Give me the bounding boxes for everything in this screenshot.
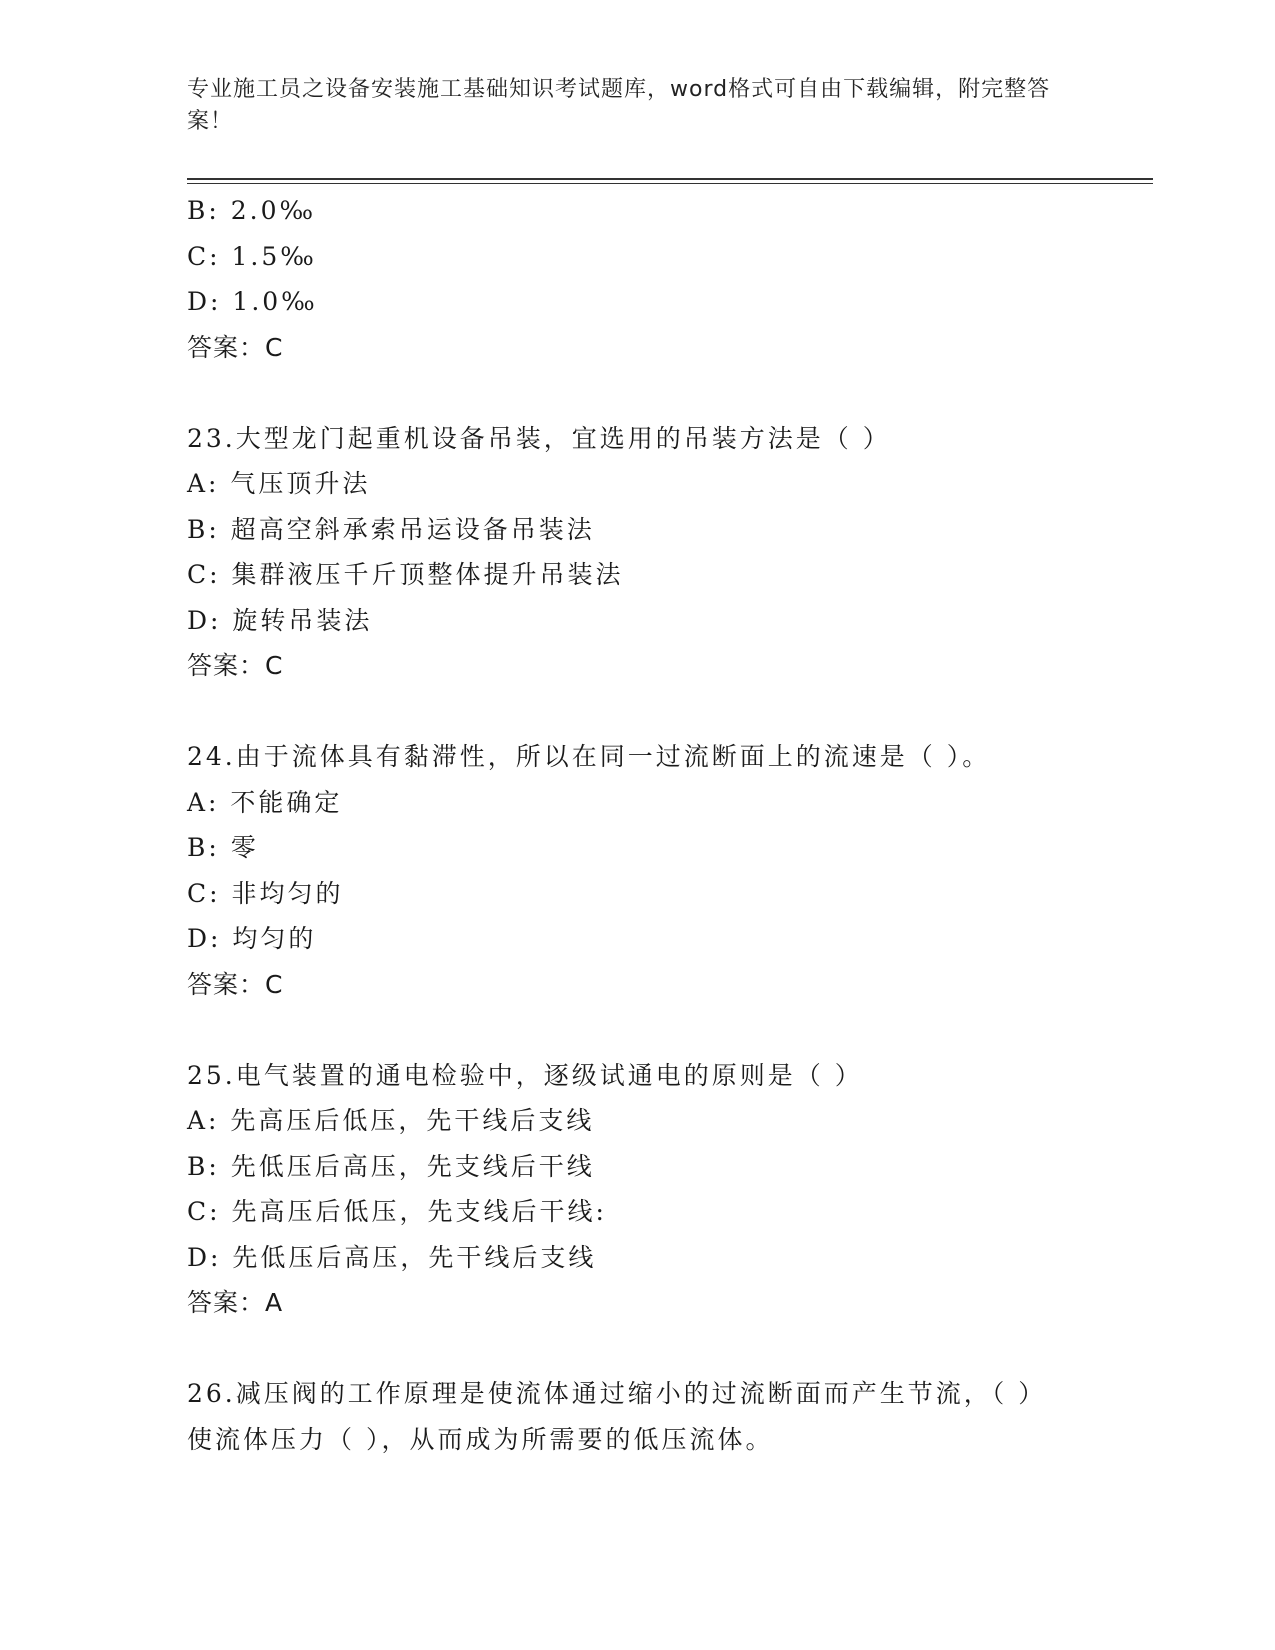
option-b: B: 先低压后高压，先支线后干线 bbox=[187, 1151, 595, 1181]
answer: 答案：C bbox=[187, 651, 284, 680]
question-22-continued bbox=[187, 188, 1087, 370]
spacer bbox=[187, 689, 1087, 735]
option-a: A: 不能确定 bbox=[187, 787, 343, 817]
question-text: 25.电气装置的通电检验中，逐级试通电的原则是（ ） bbox=[187, 1060, 863, 1090]
option-a: A: 气压顶升法 bbox=[187, 469, 371, 498]
option-d: D: 先低压后高压，先干线后支线 bbox=[187, 1242, 597, 1272]
answer: 答案：C bbox=[187, 332, 284, 362]
option-b: B: 超高空斜承索吊运设备吊装法 bbox=[187, 514, 595, 544]
question-text: 26.减压阀的工作原理是使流体通过缩小的过流断面而产生节流，（ ）使流体压力（ ），从而成为所需要的低压流体。 bbox=[187, 1379, 1047, 1454]
question-23 bbox=[187, 416, 1087, 689]
answer: 答案：C bbox=[187, 969, 284, 999]
option-c: C: 集群液压千斤顶整体提升吊装法 bbox=[187, 560, 624, 589]
option-b: B: 零 bbox=[187, 833, 259, 862]
option-c: C: 先高压后低压，先支线后干线: bbox=[187, 1197, 607, 1226]
spacer bbox=[187, 370, 1087, 416]
spacer bbox=[187, 1007, 1087, 1053]
option-d: D: 旋转吊装法 bbox=[187, 605, 373, 635]
option-d: D: 1.0‰ bbox=[187, 287, 318, 316]
header-rule-thick bbox=[187, 178, 1153, 180]
document-header bbox=[187, 74, 1067, 138]
spacer bbox=[187, 1326, 1087, 1372]
header-title: 专业施工员之设备安装施工基础知识考试题库，word格式可自由下载编辑，附完整答案！ bbox=[187, 77, 1051, 134]
header-rule-thin bbox=[187, 183, 1153, 184]
option-b: B: 2.0‰ bbox=[187, 196, 317, 225]
option-d: D: 均匀的 bbox=[187, 924, 317, 953]
option-c: C: 非均匀的 bbox=[187, 878, 344, 908]
option-c: C: 1.5‰ bbox=[187, 241, 317, 271]
question-text: 24.由于流体具有黏滞性，所以在同一过流断面上的流速是（ ）。 bbox=[187, 742, 991, 771]
option-a: A: 先高压后低压，先干线后支线 bbox=[187, 1106, 595, 1135]
question-26 bbox=[187, 1371, 1087, 1462]
question-list bbox=[187, 188, 1087, 1462]
question-24 bbox=[187, 734, 1087, 1007]
answer: 答案：A bbox=[187, 1288, 284, 1317]
question-25 bbox=[187, 1053, 1087, 1326]
question-text: 23.大型龙门起重机设备吊装，宜选用的吊装方法是（ ） bbox=[187, 423, 891, 453]
